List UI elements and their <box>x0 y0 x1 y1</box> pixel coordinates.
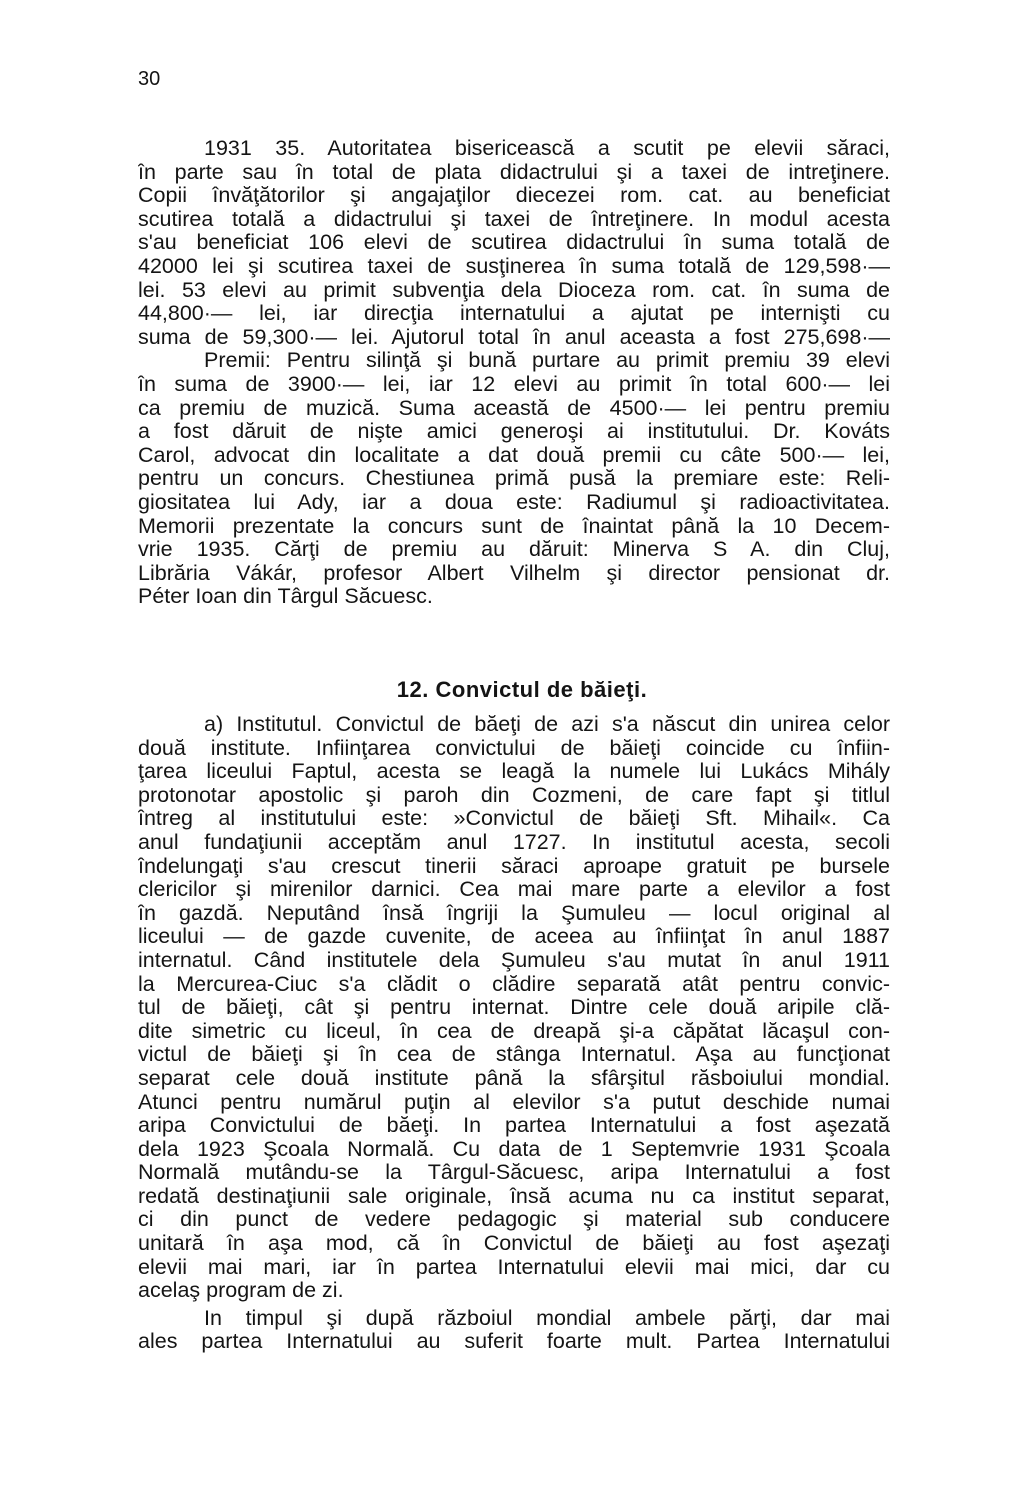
text-line: 1931 35. Autoritatea bisericească a scutit pe elevii săraci, <box>204 137 890 160</box>
text-line: internatul. Când institutele dela Şumuleu s'au mutat în anul 1911 <box>138 948 890 972</box>
text-line: ţarea liceului Faptul, acesta se leagă la numele lui Lukács Mihály <box>138 760 890 784</box>
text-line: Atunci pentru numărul puţin al elevilor s'a putut deschide numai <box>138 1090 890 1114</box>
text-line: ales partea Internatului au suferit foarte mult. Partea Internatului <box>138 1330 890 1354</box>
text-line: în gazdă. Neputând însă îngriji la Şumuleu — locul original al <box>138 901 890 925</box>
text-line: a fost dăruit de nişte amici generoşi ai institutului. Dr. Kováts <box>138 420 890 444</box>
text-line: giositatea lui Ady, iar a doua este: Radiumul şi radioactivitatea. <box>138 490 890 514</box>
text-line: Premii: Pentru silinţă şi bună purtare au primit premiu 39 elevi <box>204 349 890 373</box>
text-line: In timpul şi după războiul mondial ambele părţi, dar mai <box>204 1306 890 1330</box>
text-line: îndelungaţi s'au crescut tinerii săraci aproape gratuit pe bursele <box>138 854 890 878</box>
text-line: ci din punct de vedere pedagogic şi material sub conducere <box>138 1208 890 1232</box>
text-line: Normală mutându-se la Târgul-Săcuesc, aripa Internatului a fost <box>138 1161 890 1185</box>
text-line: ca premiu de muzică. Suma această de 4500·— lei pentru premiu <box>138 396 890 420</box>
text-line: tul de băieţi, cât şi pentru internat. Dintre cele două aripile clă- <box>138 996 890 1020</box>
text-line: suma de 59,300·— lei. Ajutorul total în anul aceasta a fost 275,698·— <box>138 325 890 349</box>
text-line: Copii învăţătorilor şi angajaţilor diecezei rom. cat. au beneficiat <box>138 184 890 208</box>
text-line: scutirea totală a didactrului şi taxei de întreţinere. In modul acesta <box>138 207 890 231</box>
text-line: Carol, advocat din localitate a dat două premii cu câte 500·— lei, <box>138 443 890 467</box>
text-line: 42000 lei şi scutirea taxei de susţinerea în suma totală de 129,598·— <box>138 254 890 278</box>
text-line: întreg al institutului este: »Convictul de băieţi Sft. Mihail«. Ca <box>138 807 890 831</box>
text-line: redată destinaţiunii sale originale, însă acuma nu ca institut separat, <box>138 1184 890 1208</box>
page-number: 30 <box>138 68 161 90</box>
text-line: anul fundaţiunii acceptăm anul 1727. In institutul acesta, secoli <box>138 830 890 854</box>
text-line: Librăria Vákár, profesor Albert Vilhelm şi director pensionat dr. <box>138 561 890 585</box>
text-line: victul de băieţi şi în cea de stânga Internatul. Aşa au funcţionat <box>138 1043 890 1067</box>
text-line: două institute. Infiinţarea convictului de băieţi coincide cu înfiin- <box>138 736 890 760</box>
text-line: separat cele două institute până la sfârşitul răsboiului mondial. <box>138 1066 890 1090</box>
text-line: clericilor şi mirenilor darnici. Cea mai mare parte a elevilor a fost <box>138 878 890 902</box>
text-line: 44,800·— lei, iar direcţia internatului a ajutat pe internişti cu <box>138 302 890 326</box>
text-line: lei. 53 elevi au primit subvenţia dela Dioceza rom. cat. în suma de <box>138 278 890 302</box>
section-11-text <box>138 137 890 609</box>
section-heading <box>0 677 1024 703</box>
text-line: vrie 1935. Cărţi de premiu au dăruit: Minerva S A. din Cluj, <box>138 538 890 562</box>
text-line: protonotar apostolic şi paroh din Cozmeni, de care fapt şi titlul <box>138 783 890 807</box>
text-line: acelaş program de zi. <box>138 1279 344 1303</box>
text-line: pentru un concurs. Chestiunea primă pusă la premiare este: Reli- <box>138 467 890 491</box>
text-line: elevii mai mari, iar în partea Internatului elevii mai mici, dar cu <box>138 1255 890 1279</box>
text-line: liceului — de gazde cuvenite, de aceea au înfiinţat în anul 1887 <box>138 925 890 949</box>
section-12-text <box>138 713 890 1354</box>
text-line: dela 1923 Şcoala Normală. Cu data de 1 Septemvrie 1931 Şcoala <box>138 1137 890 1161</box>
text-line: Memorii prezentate la concurs sunt de înaintat până la 10 Decem- <box>138 514 890 538</box>
text-line: dite simetric cu liceul, în cea de dreapă şi-a căpătat lăcaşul con- <box>138 1019 890 1043</box>
text-line: a) Institutul. Convictul de băeţi de azi s'a născut din unirea celor <box>204 713 890 736</box>
section-heading-text: 12. Convictul de băieţi. <box>396 677 648 702</box>
text-line: în suma de 3900·— lei, iar 12 elevi au primit în total 600·— lei <box>138 372 890 396</box>
text-line: aripa Convictului de băeţi. In partea Internatului a fost aşezată <box>138 1114 890 1138</box>
text-line: unitară în aşa mod, că în Convictul de băieţi au fost aşezaţi <box>138 1232 890 1256</box>
text-line: s'au beneficiat 106 elevi de scutirea didactrului în suma totală de <box>138 231 890 255</box>
text-line: la Mercurea-Ciuc s'a clădit o clădire separată atât pentru convic- <box>138 972 890 996</box>
text-line: Péter Ioan din Târgul Săcuesc. <box>138 585 433 609</box>
text-line: în parte sau în total de plata didactrului şi a taxei de intreţinere. <box>138 160 890 184</box>
